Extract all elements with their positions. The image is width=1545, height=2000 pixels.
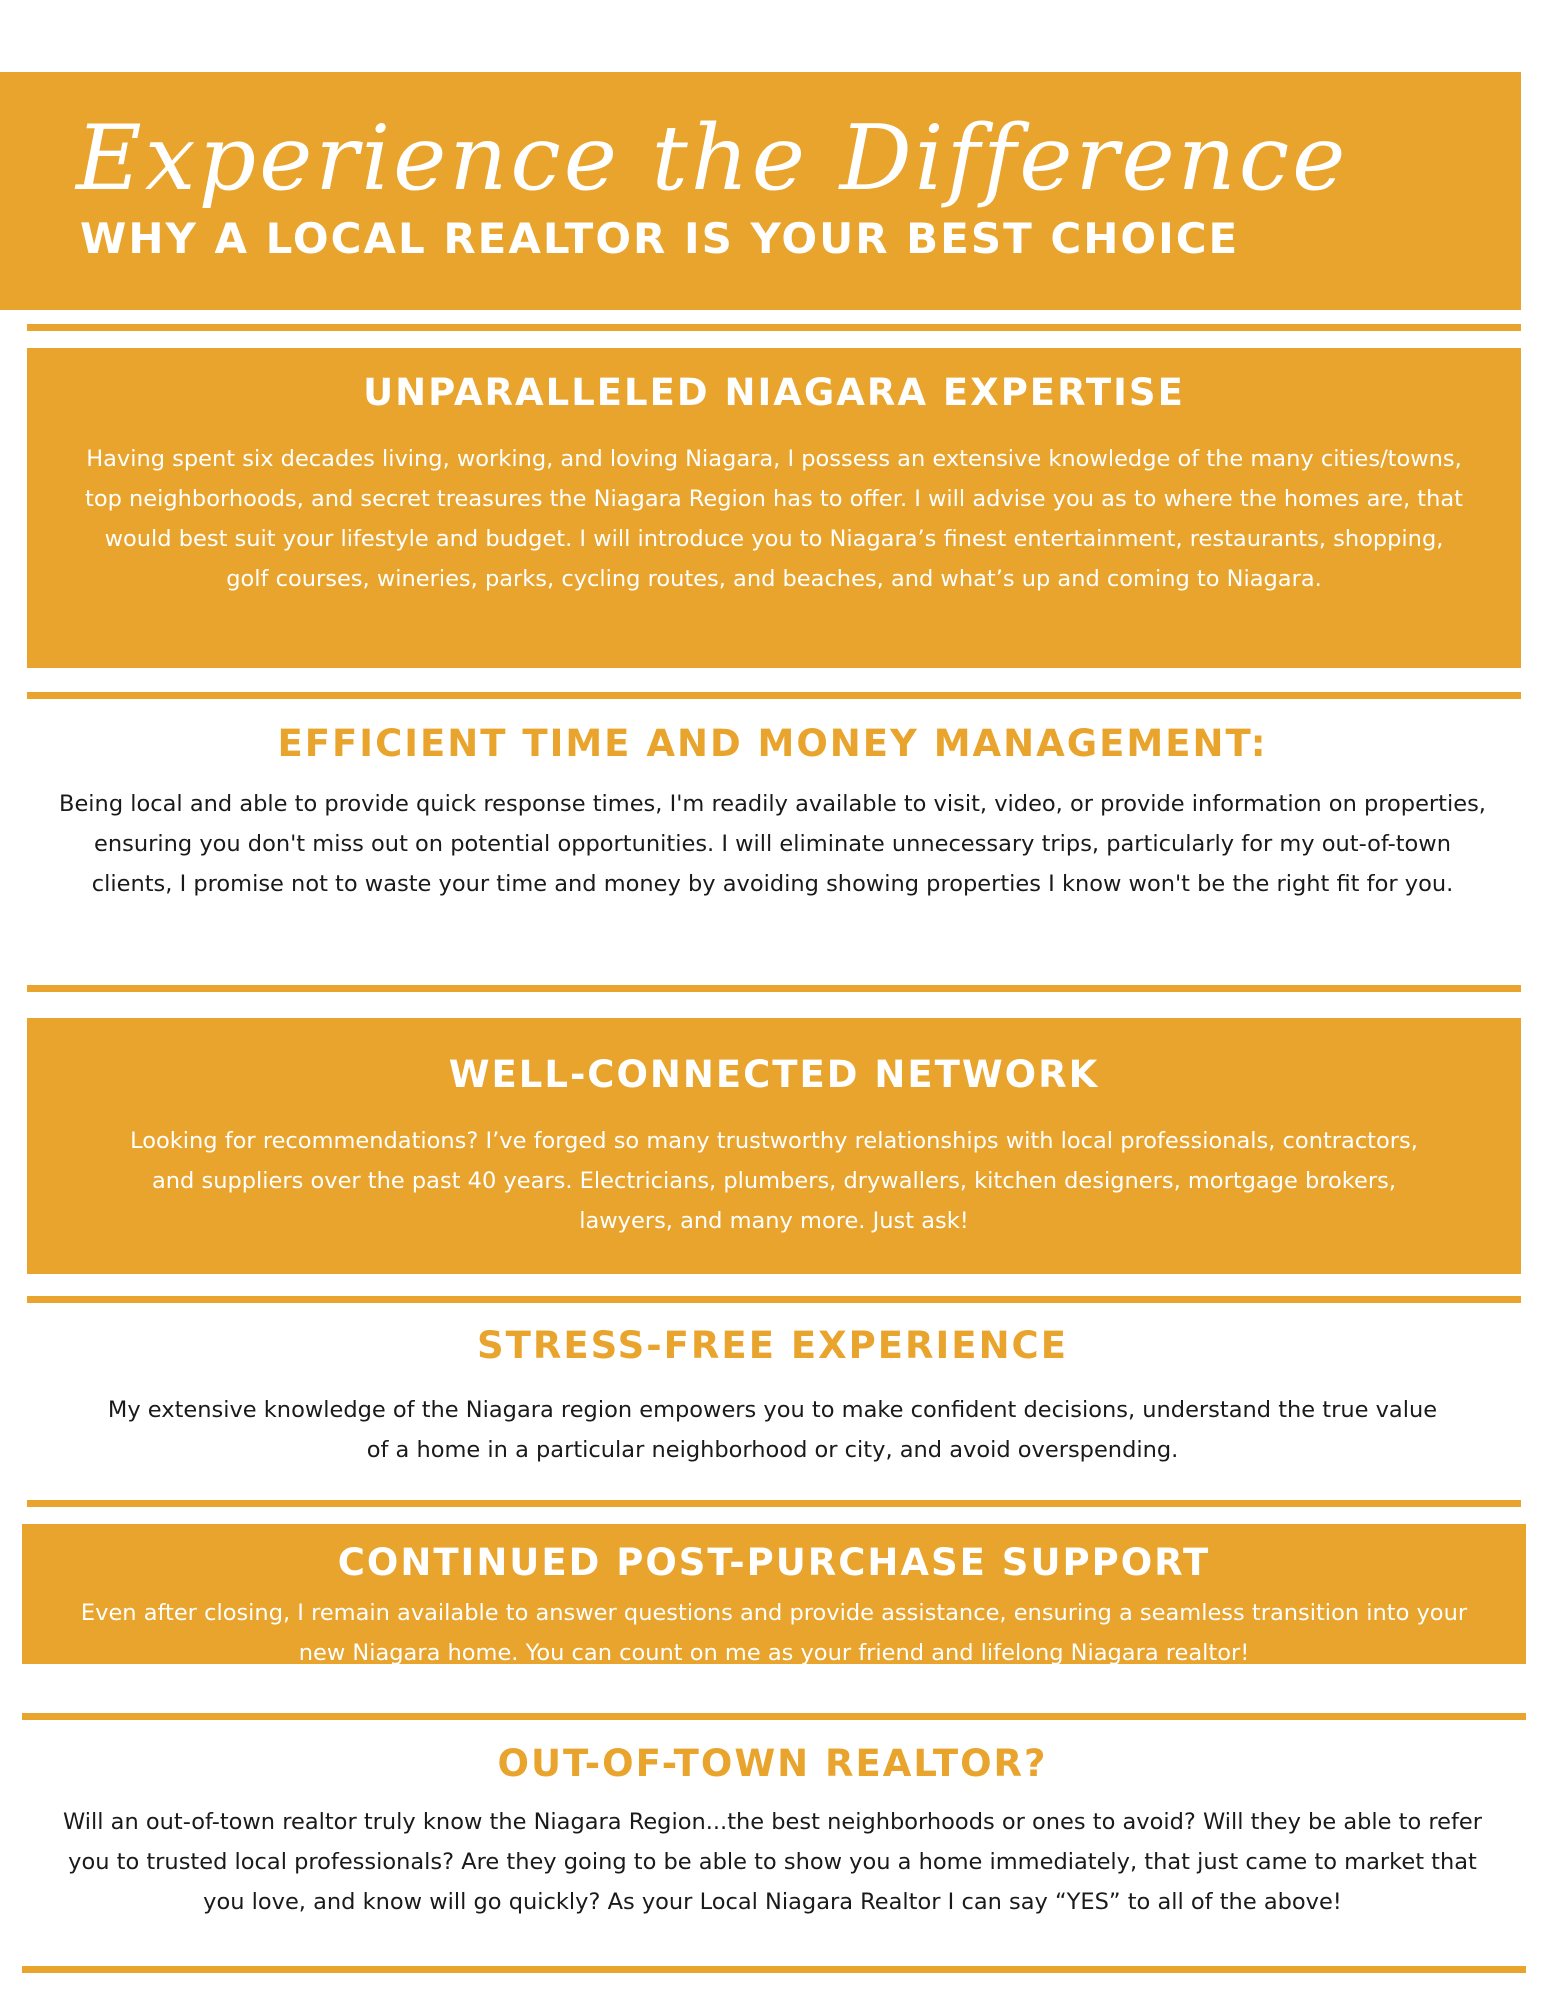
divider [27,985,1521,992]
section-out-of-town-realtor [40,1742,1505,1922]
divider [27,324,1521,331]
section-heading: EFFICIENT TIME AND MONEY MANAGEMENT: [277,722,1268,765]
section-niagara-expertise [27,348,1521,668]
section-stress-free [40,1324,1505,1470]
header-banner [0,72,1521,310]
section-connected-network [27,1018,1521,1274]
section-heading: CONTINUED POST-PURCHASE SUPPORT [337,1541,1211,1584]
divider [27,692,1521,699]
section-heading: UNPARALLELED NIAGARA EXPERTISE [363,371,1185,414]
section-heading: STRESS-FREE EXPERIENCE [477,1324,1068,1367]
divider [27,1500,1521,1507]
section-body: Looking for recommendations? I’ve forged so many trustworthy relationships with local professionals, contractors, and suppliers over the past 40 years. Electricians, plumbers, drywallers, kitchen designers, mortgage brokers, lawyers, and many more. Just ask! [130,1128,1418,1234]
divider [27,1296,1521,1303]
page-title: Experience the Difference [76,106,1349,211]
divider [22,1966,1526,1973]
section-post-purchase-support [22,1524,1526,1664]
section-body: My extensive knowledge of the Niagara region empowers you to make confident decisions, understand the true value of a home in a particular neighborhood or city, and avoid overspending. [107,1397,1438,1463]
section-heading: OUT-OF-TOWN REALTOR? [497,1742,1048,1785]
page-subtitle: WHY A LOCAL REALTOR IS YOUR BEST CHOICE [80,214,1240,263]
section-body: Having spent six decades living, working, and loving Niagara, I possess an extensive knowledge of the many cities/towns, top neighborhoods, and secret treasures the Niagara Region has to offer. I will advise you as to where the homes are, that would best suit your lifestyle and budget. I will introduce you to Niagara’s finest entertainment, restaurants, shopping, golf courses, wineries, parks, cycling routes, and beaches, and what’s up and coming to Niagara. [85,446,1463,592]
section-body: Even after closing, I remain available to answer questions and provide assistance, ensuring a seamless transition into your new Niagara home. You can count on me as your friend and lifelong Niagara realtor! [80,1600,1468,1666]
section-body: Being local and able to provide quick response times, I'm readily available to visit, video, or provide information on properties, ensuring you don't miss out on potential opportunities. I will eliminate unnecessary trips, particularly for my out-of-town clients, I promise not to waste your time and money by avoiding showing properties I know won't be the right fit for you. [59,791,1486,897]
divider [22,1713,1526,1720]
section-heading: WELL-CONNECTED NETWORK [448,1053,1100,1096]
section-time-money-management [40,722,1505,904]
section-body: Will an out-of-town realtor truly know the Niagara Region...the best neighborhoods or ones to avoid? Will they be able to refer you to trusted local professionals? Are they going to be able to show you a home immediately, that just came to market that you love, and know will go quickly? As your Local Niagara Realtor I can say “YES” to all of the above! [63,1809,1482,1915]
